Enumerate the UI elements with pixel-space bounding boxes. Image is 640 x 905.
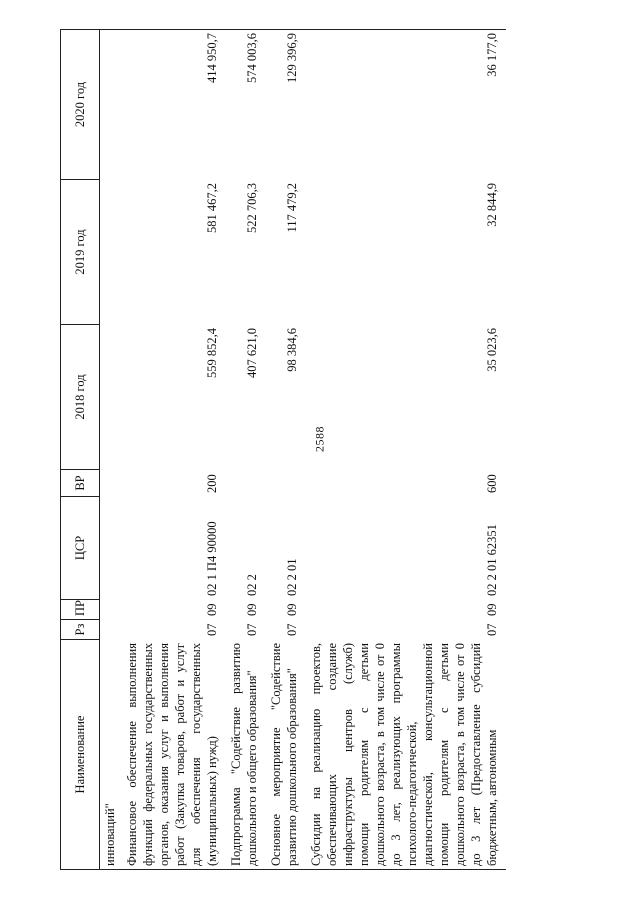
row-name: инноваций" xyxy=(100,640,123,870)
header-rz: Рз xyxy=(61,620,100,640)
row-pr: 09 xyxy=(245,603,259,616)
row-name: Финансовое обеспечение выполнения функций федеральных государственных органов, оказания услуг и выполнения работ (Закупка товаров, работ и услуг для обеспечения государственных (муниципальных) нужд) xyxy=(122,640,226,870)
row-2019: 117 479,2 xyxy=(285,183,299,233)
row-2019 xyxy=(100,180,123,325)
row-2019: 32 844,9 xyxy=(485,183,499,227)
row-name: Субсидии на реализацию проектов, обеспечивающих создание инфраструктуры центров (служб) помощи родителям с детьми дошкольного возраста, в том числе от 0 до 3 лет, реализующих программы психолого-педагогической, диагностической, консультационной помощи родителям с детьми дошкольного возраста, в том числе от 0 до 3 лет (Предоставление субсидий бюджетным, автономным xyxy=(306,640,506,870)
table-row xyxy=(122,30,226,870)
table-header-row xyxy=(61,30,100,870)
page-number: 2588 xyxy=(312,426,327,452)
header-2018: 2018 год xyxy=(61,325,100,470)
row-csr xyxy=(100,497,123,600)
row-2019: 581 467,2 xyxy=(205,183,219,233)
header-2020: 2020 год xyxy=(61,30,100,180)
row-pr: 09 xyxy=(205,603,219,616)
row-2020: 574 003,6 xyxy=(226,30,266,180)
row-vr xyxy=(266,470,306,497)
row-2018: 35 023,6 xyxy=(485,328,499,372)
table-row xyxy=(226,30,266,870)
row-name: Основное мероприятие "Содействие развитию дошкольного образования" xyxy=(266,640,306,870)
row-2018: 407 621,0 xyxy=(245,328,259,378)
row-pr: 09 xyxy=(485,603,499,616)
row-vr xyxy=(100,470,123,497)
header-csr: ЦСР xyxy=(61,497,100,600)
row-csr: 02 2 01 xyxy=(285,558,299,596)
table-row xyxy=(266,30,306,870)
row-2020: 129 396,9 xyxy=(266,30,306,180)
row-pr: 09 xyxy=(285,603,299,616)
row-rz: 07 xyxy=(245,623,259,636)
row-2020: 414 950,7 xyxy=(122,30,226,180)
row-rz xyxy=(100,620,123,640)
row-2020 xyxy=(100,30,123,180)
row-rz: 07 xyxy=(205,623,219,636)
header-pr: ПР xyxy=(61,600,100,620)
row-2018: 559 852,4 xyxy=(205,328,219,378)
header-name: Наименование xyxy=(61,640,100,870)
row-pr xyxy=(100,600,123,620)
row-vr xyxy=(226,470,266,497)
row-vr: 600 xyxy=(485,474,499,493)
header-vr: ВР xyxy=(61,470,100,497)
row-2018: 98 384,6 xyxy=(285,328,299,372)
budget-table xyxy=(60,29,506,870)
rotated-table-sheet xyxy=(60,30,600,870)
row-2019: 522 706,3 xyxy=(245,183,259,233)
row-csr: 02 2 xyxy=(245,574,259,596)
row-rz: 07 xyxy=(285,623,299,636)
table-row xyxy=(100,30,123,870)
row-rz: 07 xyxy=(485,623,499,636)
row-2020: 36 177,0 xyxy=(306,30,506,180)
row-csr: 02 1 П4 90000 xyxy=(205,521,219,596)
row-csr: 02 2 01 62351 xyxy=(485,524,499,596)
header-2019: 2019 год xyxy=(61,180,100,325)
table-row xyxy=(306,30,506,870)
row-vr: 200 xyxy=(205,474,219,493)
row-2018 xyxy=(100,325,123,470)
row-name: Подпрограмма "Содействие развитию дошкольного и общего образования" xyxy=(226,640,266,870)
